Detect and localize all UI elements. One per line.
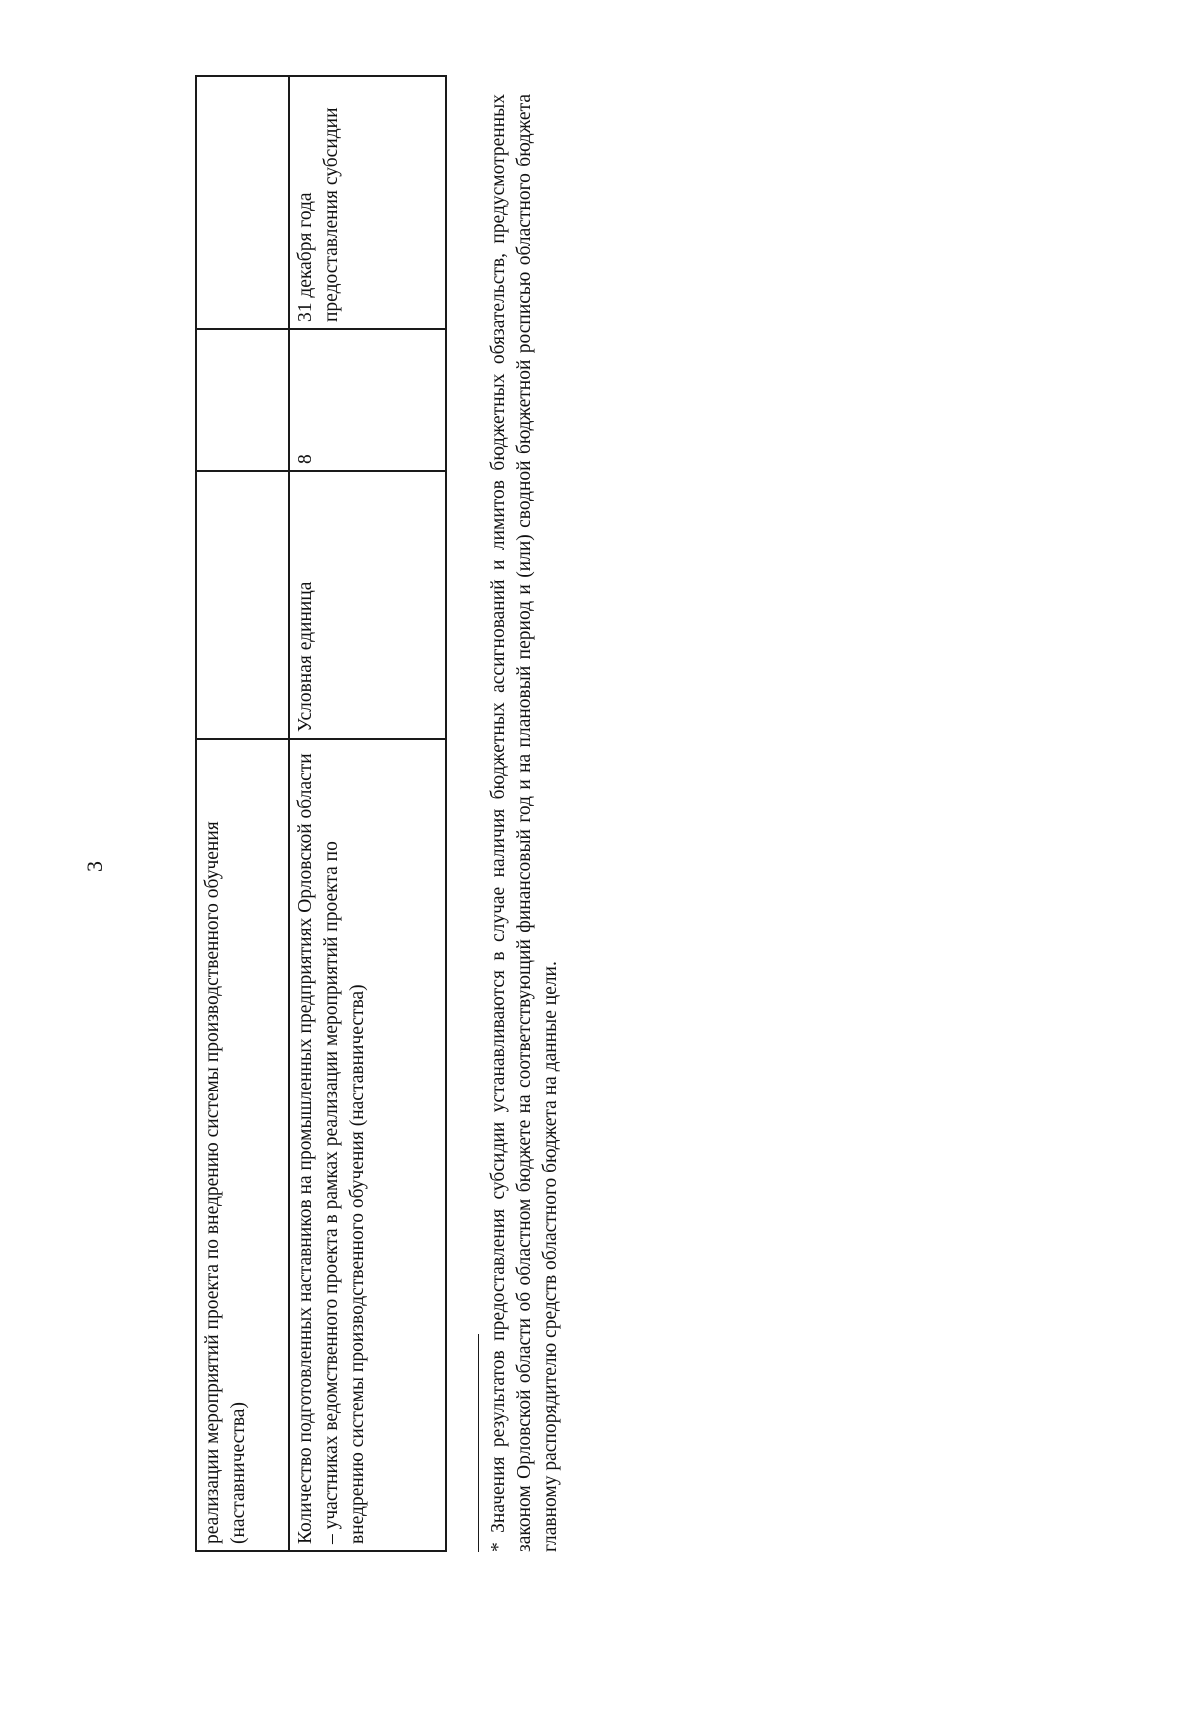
indicator-cell: реализации мероприятий проекта по внедрению системы производственного обучения (наставничества)	[196, 739, 289, 1551]
unit-cell	[196, 471, 289, 739]
footnote-rule	[478, 1334, 479, 1552]
deadline-cell: 31 декабря года предоставления субсидии	[289, 76, 446, 329]
table-row	[196, 76, 289, 1551]
page-number: 3	[82, 861, 107, 872]
footnote: * Значения результатов предоставления субсидии устанавливаются в случае наличия бюджетных ассигнований и лимитов бюджетных обязательств, предусмотренных законом Орловской области об областном бюджете на соответствующий финансовый год и на плановый период и (или) сводной бюджетной росписью областного бюджета главному распорядителю средств областного бюджета на данные цели.	[488, 94, 561, 1552]
table-row	[289, 76, 446, 1551]
unit-cell: Условная единица	[289, 471, 446, 739]
indicator-cell: Количество подготовленных наставников на промышленных предприятиях Орловской области – участниках ведомственного проекта в рамках реализации мероприятий проекта по внедрению системы производственного обучения (наставничества)	[289, 739, 446, 1551]
deadline-cell	[196, 76, 289, 329]
value-cell: 8	[289, 329, 446, 471]
results-table	[195, 75, 447, 1552]
value-cell	[196, 329, 289, 471]
